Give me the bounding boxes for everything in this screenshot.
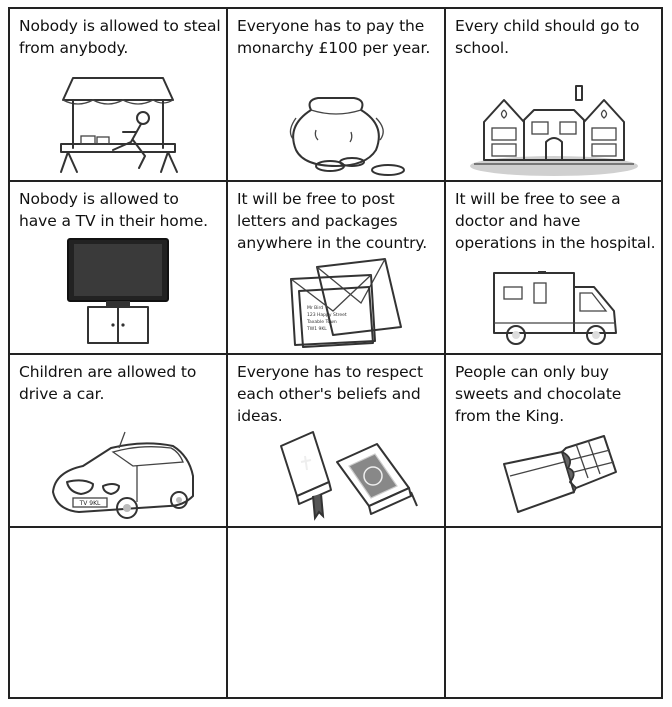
rule-card-no-tv	[10, 182, 228, 355]
license-plate-text: TV 9KL	[79, 500, 101, 507]
rule-card-respect-beliefs	[228, 355, 446, 528]
address-line: TW1 9KL	[307, 327, 327, 332]
rules-grid	[8, 7, 663, 699]
empty-rule-box	[446, 528, 661, 697]
rule-card-children-drive	[10, 355, 228, 528]
empty-rule-box	[10, 528, 228, 697]
chocolate-bar-icon	[446, 422, 661, 526]
rule-card-free-doctor	[446, 182, 661, 355]
rule-card-school	[446, 9, 661, 182]
empty-rule-box	[228, 528, 446, 697]
rule-card-sweets-from-king	[446, 355, 661, 528]
rule-card-free-post	[228, 182, 446, 355]
money-bag-icon	[228, 70, 444, 180]
envelopes-icon	[228, 249, 444, 353]
rule-text: Everyone has to pay the monarchy £100 per year.	[237, 17, 431, 57]
school-building-icon	[446, 70, 661, 180]
rule-card-monarchy-tax	[228, 9, 446, 182]
ambulance-icon	[446, 253, 661, 353]
rule-text: Every child should go to school.	[455, 17, 640, 57]
market-stall-thief-icon	[10, 70, 226, 180]
rule-text: Children are allowed to drive a car.	[19, 363, 197, 403]
rule-text: People can only buy sweets and chocolate from the King.	[455, 363, 622, 425]
car-icon	[10, 426, 226, 526]
rule-card-steal	[10, 9, 228, 182]
rule-text: Nobody is allowed to steal from anybody.	[19, 17, 221, 57]
holy-books-icon	[228, 422, 444, 526]
television-icon	[10, 235, 226, 353]
address-line: 123 Happy Street	[307, 313, 347, 318]
rule-text: It will be free to see a doctor and have operations in the hospital.	[455, 190, 656, 252]
address-line: Mr Bird	[307, 306, 324, 311]
address-line: Taxable Town	[307, 320, 337, 325]
rule-text: Everyone has to respect each other's beliefs and ideas.	[237, 363, 423, 425]
rule-text: It will be free to post letters and packages anywhere in the country.	[237, 190, 428, 252]
rule-text: Nobody is allowed to have a TV in their home.	[19, 190, 208, 230]
